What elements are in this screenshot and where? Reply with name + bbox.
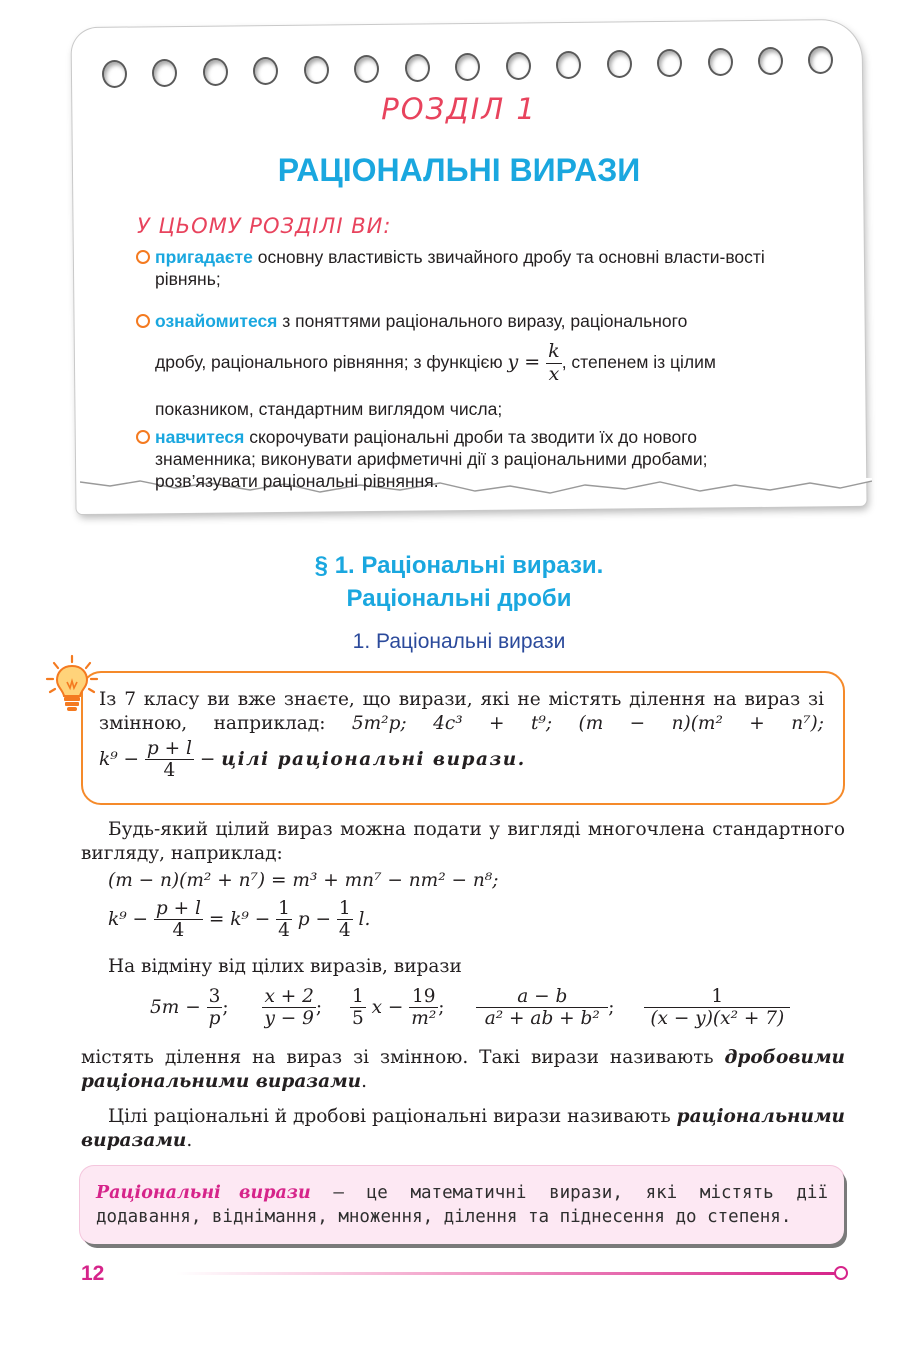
frac-example-sep: ;: [222, 996, 229, 1018]
paragraph-text: Цілі раціональні й дробові раціональні вирази називають: [108, 1106, 677, 1127]
func-eq: =: [518, 351, 547, 373]
binder-holes: [102, 44, 832, 80]
binder-hole: [455, 53, 480, 81]
fraction-numerator: 1: [644, 986, 790, 1008]
example-power: k⁹ −: [99, 748, 140, 770]
fraction-denominator: 4: [338, 920, 351, 942]
example-monomial: 5m²p;: [351, 713, 407, 734]
footer-rule: [176, 1272, 836, 1275]
term-integer-rational: цілі раціональні вирази.: [221, 748, 526, 770]
binder-hole: [708, 48, 733, 76]
section-title-line2: Раціональні дроби: [346, 585, 572, 612]
goal-text: з поняттями раціонального виразу, раціонального: [277, 311, 688, 331]
chapter-label: РОЗДІЛ 1: [381, 92, 537, 126]
binder-hole: [607, 50, 632, 78]
chapter-intro-heading: У ЦЬОМУ РОЗДІЛІ ВИ:: [137, 214, 392, 238]
fraction-numerator: a − b: [476, 986, 608, 1008]
fraction-denominator: (x − y)(x² + 7): [650, 1008, 785, 1030]
goal-keyword: пригадаєте: [155, 247, 253, 267]
equation-fraction-split: [108, 898, 370, 942]
eq-fraction: [276, 898, 292, 942]
equation-polynomial: (m − n)(m² + n⁷) = m³ + mn⁷ − nm² − n⁸;: [108, 870, 499, 891]
page-number: 12: [81, 1262, 105, 1285]
goal-text: основну властивість звичайного дробу та основні власти-вості рівнянь;: [155, 247, 765, 289]
fraction-numerator: 19: [409, 986, 438, 1008]
frac-example: [476, 986, 608, 1030]
eq-fraction: [337, 898, 353, 942]
frac-example: [262, 986, 315, 1030]
frac-example: [350, 986, 366, 1030]
goal-item-learn: [155, 310, 795, 332]
fraction-denominator: 5: [351, 1008, 364, 1030]
chapter-title: РАЦІОНАЛЬНІ ВИРАЗИ: [277, 152, 641, 188]
paragraph-polynomial: Будь-який цілий вираз можна подати у вигляді многочлена стандартного вигляду, наприклад:: [81, 819, 845, 864]
definition-body: – це математичні вирази, які містять дії додавання, віднімання, множення, ділення та піднесення до степеня.: [96, 1183, 828, 1227]
eq-middle: = k⁹ −: [202, 908, 277, 930]
footer-circle-icon: [834, 1266, 848, 1280]
goal-item-skills: [155, 426, 795, 492]
goal-text: дробу, раціонального рівняння; з функцією: [155, 352, 508, 372]
subsection-title: 1. Раціональні вирази: [352, 630, 566, 653]
fraction-denominator: y − 9: [264, 1008, 314, 1030]
goal-keyword: навчитеся: [155, 427, 245, 447]
paragraph-text: містять ділення на вираз зі змінною. Такі вирази називають: [81, 1047, 725, 1068]
info-intro-text: Із 7 класу ви вже знаєте, що вирази, які не містять ділення на вираз зі змінною, наприклад:: [99, 689, 824, 734]
example-fraction: [145, 738, 194, 782]
term-rational: раціональними виразами: [81, 1106, 845, 1151]
binder-hole: [808, 46, 833, 74]
example-sum: 4c³ + t⁹;: [433, 713, 553, 734]
binder-hole: [506, 52, 531, 80]
dash: −: [193, 748, 222, 770]
binder-hole: [253, 57, 278, 85]
fraction-denominator: 4: [172, 920, 185, 942]
bullet-circle-icon: [136, 314, 150, 328]
frac-example-sep: ;: [608, 996, 615, 1018]
goal-item-recall: [155, 246, 795, 290]
frac-example-sep: ;: [315, 996, 323, 1018]
frac-example-lead: 5m −: [150, 996, 207, 1018]
fraction-numerator: 1: [278, 898, 290, 919]
fraction-numerator: 3: [207, 986, 223, 1008]
fraction-numerator: x + 2: [262, 986, 315, 1008]
fractional-examples: [150, 986, 790, 1030]
eq-tail: l.: [352, 908, 371, 930]
fraction-denominator: 4: [163, 760, 176, 782]
period: .: [361, 1071, 368, 1092]
binder-hole: [304, 56, 329, 84]
eq-fraction: [154, 898, 203, 942]
func-fraction: [546, 341, 562, 386]
goal-text: , степенем із цілим: [561, 352, 716, 372]
binder-hole: [152, 59, 177, 87]
func-var: y: [507, 351, 519, 373]
bullet-circle-icon: [136, 430, 150, 444]
paragraph-unlike: На відміну від цілих виразів, вирази: [108, 956, 462, 977]
definition-text: [96, 1181, 828, 1229]
fraction-denominator: 4: [278, 920, 290, 942]
goal-text: скорочувати раціональні дроби та зводити їх до нового знаменника; виконувати арифметичні дії з раціональними дробами; розв’язувати раціональні рівняння.: [155, 427, 708, 491]
lightbulb-icon: [44, 652, 100, 716]
frac-example-sep: x −: [365, 996, 410, 1018]
info-box-last-line: [99, 738, 526, 782]
fraction-numerator: 1: [338, 898, 351, 919]
eq-lead: k⁹ −: [108, 908, 149, 930]
binder-hole: [405, 54, 430, 82]
paragraph-rational-definition: [81, 1105, 845, 1153]
fraction-numerator: k: [548, 340, 560, 363]
binder-hole: [758, 47, 783, 75]
fraction-denominator: a² + ab + b²: [484, 1008, 600, 1030]
goal-item-learn-line2: [155, 336, 795, 388]
frac-example: [409, 986, 438, 1030]
period: .: [186, 1130, 193, 1151]
binder-hole: [556, 51, 581, 79]
binder-hole: [657, 49, 682, 77]
fraction-numerator: 1: [351, 986, 364, 1007]
binder-hole: [102, 60, 127, 88]
fraction-denominator: p: [208, 1008, 221, 1030]
paragraph-fractional-definition: [81, 1046, 845, 1094]
goal-keyword: ознайомитеся: [155, 311, 278, 331]
frac-example: [644, 986, 790, 1030]
goal-item-learn-line3: показником, стандартним виглядом числа;: [155, 399, 503, 419]
frac-example-sep: ;: [438, 996, 445, 1018]
fraction-denominator: x: [548, 362, 560, 385]
binder-hole: [203, 58, 228, 86]
example-product: (m − n)(m² + n⁷);: [578, 713, 824, 734]
bullet-circle-icon: [136, 250, 150, 264]
eq-middle: p −: [291, 908, 337, 930]
frac-example: [207, 986, 223, 1030]
fraction-numerator: p + l: [146, 738, 192, 759]
info-box-text: [99, 688, 824, 736]
term-fractional-rational: дробовими раціональними виразами: [81, 1047, 845, 1092]
fraction-numerator: p + l: [155, 898, 201, 919]
binder-hole: [354, 55, 379, 83]
definition-term: Раціональні вирази: [96, 1183, 311, 1203]
section-title-line1: § 1. Раціональні вирази.: [314, 552, 604, 579]
fraction-denominator: m²: [411, 1008, 437, 1030]
